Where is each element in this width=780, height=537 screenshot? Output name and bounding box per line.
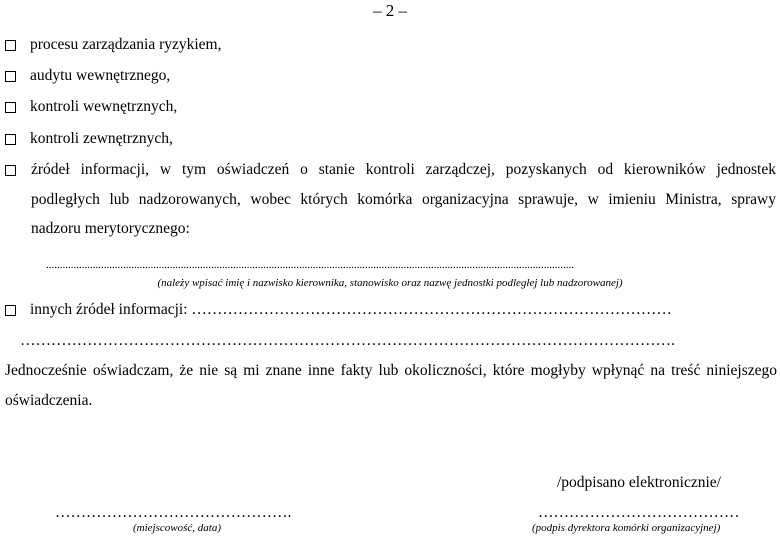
checkbox-item-info-sources — [5, 160, 30, 180]
declaration-paragraph — [5, 357, 777, 385]
checkbox-label: kontroli zewnętrznych, — [30, 130, 173, 147]
info-sources-text-2 — [31, 186, 776, 214]
checkbox-icon[interactable] — [5, 305, 16, 316]
declaration-line: Jednocześnie oświadczam, że nie są mi znane inne fakty lub okoliczności, które mogłyby wpłynąć na treść niniejszego — [5, 362, 777, 379]
director-signature-hint-text: (podpis dyrektora komórki organizacyjnej) — [532, 522, 721, 534]
place-date-fill-line[interactable]: ………………………………………. — [55, 504, 292, 521]
manager-hint-text: (należy wpisać imię i nazwisko kierownika, stanowisko oraz nazwę jednostki podległej lub nadzorowanej) — [157, 277, 623, 289]
checkbox-label: procesu zarządzania ryzykiem, — [30, 36, 222, 53]
continuation-fill-line[interactable]: ………………………………………………………………………………………………………………. — [20, 332, 675, 349]
info-sources-line: nadzoru merytorycznego: — [31, 220, 190, 237]
checkbox-icon[interactable] — [5, 165, 16, 176]
checkbox-icon[interactable] — [5, 102, 16, 113]
checkbox-icon[interactable] — [5, 134, 16, 145]
checkbox-item-risk-management — [5, 35, 222, 55]
checkbox-label: innych źródeł informacji: ………………………………………………………………………………… — [30, 301, 672, 318]
checkbox-item-other-sources — [5, 300, 775, 320]
checkbox-item-internal-controls — [5, 97, 177, 117]
checkbox-icon[interactable] — [5, 40, 16, 51]
director-signature-hint — [532, 521, 720, 535]
info-sources-text — [31, 156, 776, 184]
info-sources-line: źródeł informacji, w tym oświadczeń o stanie kontroli zarządczej, pozyskanych od kierowników jednostek — [31, 161, 776, 178]
checkbox-label: kontroli wewnętrznych, — [30, 98, 178, 115]
declaration-line: oświadczenia. — [5, 392, 93, 409]
info-sources-text-3 — [31, 215, 776, 243]
checkbox-item-internal-audit — [5, 66, 170, 86]
declaration-paragraph-2 — [5, 387, 777, 415]
manager-hint — [0, 276, 780, 290]
signed-electronically-label: /podpisano elektronicznie/ — [557, 474, 721, 491]
place-date-hint — [133, 521, 221, 535]
info-sources-line: podległych lub nadzorowanych, wobec których komórka organizacyjna sprawuje, w imieniu Ministra, sprawy — [31, 191, 776, 208]
checkbox-label: audytu wewnętrznego, — [30, 67, 171, 84]
checkbox-item-external-controls — [5, 129, 173, 149]
page-number: – 2 – — [373, 1, 407, 20]
manager-fill-line[interactable]: ................................................................................................................................................................................................ — [46, 259, 574, 271]
director-signature-fill-line[interactable]: ………………………………… — [538, 504, 740, 521]
checkbox-icon[interactable] — [5, 71, 16, 82]
place-date-hint-text: (miejscowość, data) — [133, 522, 221, 534]
